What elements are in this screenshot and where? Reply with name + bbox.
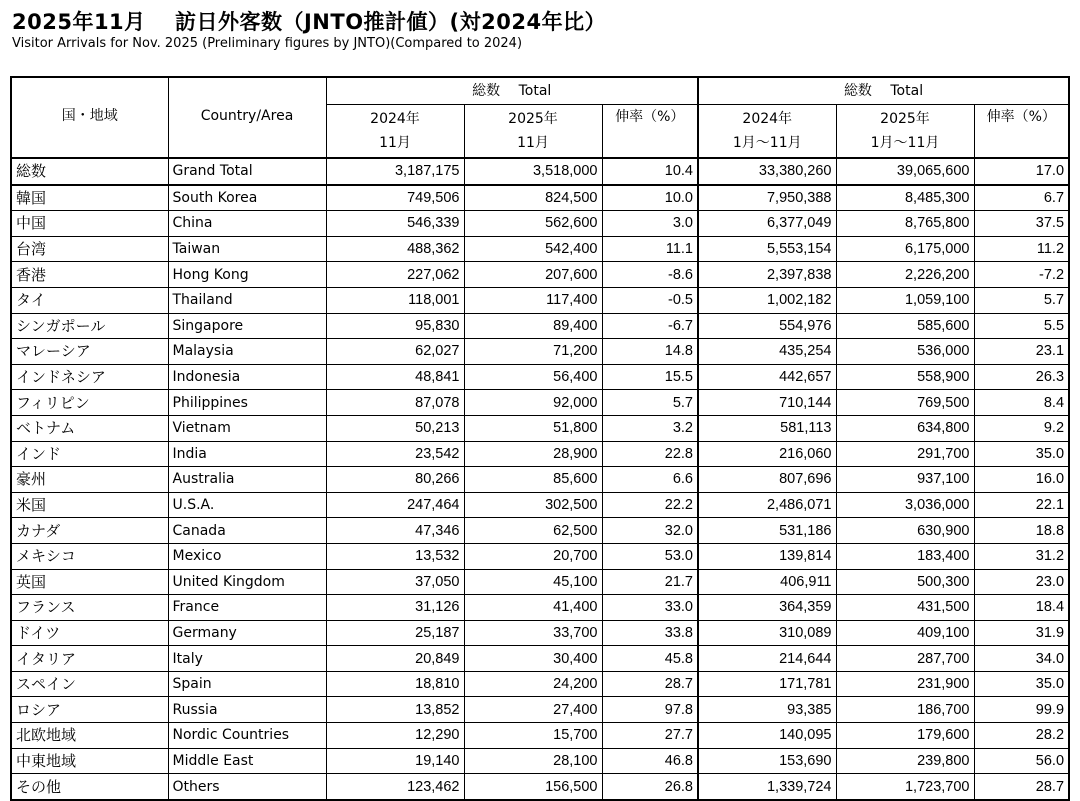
cell-ytd-2024: 33,380,260 <box>698 158 836 185</box>
cell-ytd-growth: 5.5 <box>974 313 1069 339</box>
cell-ytd-growth: 11.2 <box>974 236 1069 262</box>
cell-ytd-2024: 6,377,049 <box>698 211 836 237</box>
cell-ytd-2024: 214,644 <box>698 646 836 672</box>
cell-region-en: Germany <box>168 620 326 646</box>
cell-region-en: Taiwan <box>168 236 326 262</box>
cell-ytd-growth: 28.7 <box>974 774 1069 800</box>
cell-month-2025: 117,400 <box>464 287 602 313</box>
cell-month-2025: 45,100 <box>464 569 602 595</box>
table-body <box>11 158 1069 800</box>
cell-month-2025: 824,500 <box>464 185 602 211</box>
cell-region-en: Mexico <box>168 543 326 569</box>
table-row <box>11 748 1069 774</box>
cell-region-en: Malaysia <box>168 339 326 365</box>
cell-month-growth: 53.0 <box>602 543 698 569</box>
cell-month-2025: 3,518,000 <box>464 158 602 185</box>
cell-ytd-2024: 442,657 <box>698 364 836 390</box>
cell-ytd-2024: 310,089 <box>698 620 836 646</box>
cell-month-2024: 247,464 <box>326 492 464 518</box>
cell-region-en: Singapore <box>168 313 326 339</box>
cell-ytd-2025: 8,485,300 <box>836 185 974 211</box>
cell-ytd-2024: 554,976 <box>698 313 836 339</box>
cell-month-2025: 51,800 <box>464 415 602 441</box>
cell-ytd-growth: 23.1 <box>974 339 1069 365</box>
cell-ytd-2025: 1,723,700 <box>836 774 974 800</box>
cell-region-en: Hong Kong <box>168 262 326 288</box>
cell-month-2025: 71,200 <box>464 339 602 365</box>
cell-ytd-2024: 364,359 <box>698 595 836 621</box>
cell-ytd-growth: 26.3 <box>974 364 1069 390</box>
cell-region-jp: シンガポール <box>11 313 168 339</box>
table-row <box>11 543 1069 569</box>
table-row <box>11 236 1069 262</box>
cell-month-growth: 6.6 <box>602 467 698 493</box>
cell-ytd-2024: 2,397,838 <box>698 262 836 288</box>
cell-month-2024: 23,542 <box>326 441 464 467</box>
cell-region-en: Grand Total <box>168 158 326 185</box>
cell-ytd-2025: 3,036,000 <box>836 492 974 518</box>
cell-month-2024: 50,213 <box>326 415 464 441</box>
cell-month-2025: 33,700 <box>464 620 602 646</box>
cell-ytd-2024: 1,002,182 <box>698 287 836 313</box>
cell-region-jp: 総数 <box>11 158 168 185</box>
cell-region-en: Nordic Countries <box>168 723 326 749</box>
cell-month-2024: 227,062 <box>326 262 464 288</box>
cell-month-growth: 14.8 <box>602 339 698 365</box>
cell-month-2024: 47,346 <box>326 518 464 544</box>
header-ytd-2025 <box>836 105 974 159</box>
cell-month-2024: 13,852 <box>326 697 464 723</box>
cell-ytd-2025: 1,059,100 <box>836 287 974 313</box>
visitor-arrivals-table <box>10 76 1070 801</box>
cell-ytd-growth: 22.1 <box>974 492 1069 518</box>
cell-region-en: India <box>168 441 326 467</box>
cell-ytd-growth: 16.0 <box>974 467 1069 493</box>
cell-region-jp: 中東地域 <box>11 748 168 774</box>
cell-month-2024: 12,290 <box>326 723 464 749</box>
cell-ytd-growth: 23.0 <box>974 569 1069 595</box>
cell-month-growth: 15.5 <box>602 364 698 390</box>
cell-month-2025: 302,500 <box>464 492 602 518</box>
cell-ytd-2025: 409,100 <box>836 620 974 646</box>
table-row <box>11 467 1069 493</box>
cell-month-2025: 85,600 <box>464 467 602 493</box>
cell-region-en: U.S.A. <box>168 492 326 518</box>
cell-month-2025: 41,400 <box>464 595 602 621</box>
cell-ytd-2024: 581,113 <box>698 415 836 441</box>
cell-month-2024: 488,362 <box>326 236 464 262</box>
cell-month-2025: 542,400 <box>464 236 602 262</box>
cell-region-en: France <box>168 595 326 621</box>
table-row <box>11 390 1069 416</box>
cell-ytd-2024: 7,950,388 <box>698 185 836 211</box>
cell-month-growth: 11.1 <box>602 236 698 262</box>
header-ytd-2024 <box>698 105 836 159</box>
cell-region-en: Vietnam <box>168 415 326 441</box>
cell-region-jp: その他 <box>11 774 168 800</box>
cell-ytd-2025: 291,700 <box>836 441 974 467</box>
cell-ytd-2024: 807,696 <box>698 467 836 493</box>
page-title: 2025年11月 訪日外客数（JNTO推計値）(対2024年比） <box>12 10 607 34</box>
cell-month-2024: 80,266 <box>326 467 464 493</box>
header-month-2025-year: 2025年 <box>508 111 558 127</box>
header-group-month: 総数 Total <box>326 77 698 105</box>
cell-ytd-growth: 31.9 <box>974 620 1069 646</box>
cell-month-growth: 46.8 <box>602 748 698 774</box>
cell-region-en: Canada <box>168 518 326 544</box>
cell-ytd-growth: 31.2 <box>974 543 1069 569</box>
cell-ytd-growth: 35.0 <box>974 671 1069 697</box>
cell-ytd-2025: 536,000 <box>836 339 974 365</box>
header-month-2025-period: 11月 <box>517 135 549 151</box>
cell-ytd-growth: 18.8 <box>974 518 1069 544</box>
cell-ytd-2025: 239,800 <box>836 748 974 774</box>
cell-month-growth: 3.0 <box>602 211 698 237</box>
table-row <box>11 518 1069 544</box>
cell-month-growth: -6.7 <box>602 313 698 339</box>
table-row <box>11 262 1069 288</box>
cell-region-en: South Korea <box>168 185 326 211</box>
table-row <box>11 569 1069 595</box>
cell-region-jp: ロシア <box>11 697 168 723</box>
cell-region-jp: インド <box>11 441 168 467</box>
cell-ytd-2025: 6,175,000 <box>836 236 974 262</box>
cell-month-growth: 10.0 <box>602 185 698 211</box>
cell-month-2024: 123,462 <box>326 774 464 800</box>
cell-month-2025: 56,400 <box>464 364 602 390</box>
cell-ytd-growth: 18.4 <box>974 595 1069 621</box>
cell-ytd-2025: 769,500 <box>836 390 974 416</box>
header-ytd-2024-year: 2024年 <box>742 111 793 127</box>
cell-ytd-2025: 287,700 <box>836 646 974 672</box>
cell-month-2024: 87,078 <box>326 390 464 416</box>
cell-month-growth: -0.5 <box>602 287 698 313</box>
cell-month-2024: 18,810 <box>326 671 464 697</box>
cell-month-2025: 28,900 <box>464 441 602 467</box>
cell-region-jp: 香港 <box>11 262 168 288</box>
header-region-en: Country/Area <box>168 77 326 158</box>
cell-ytd-growth: 5.7 <box>974 287 1069 313</box>
header-month-2025 <box>464 105 602 159</box>
cell-month-2025: 20,700 <box>464 543 602 569</box>
cell-ytd-2024: 1,339,724 <box>698 774 836 800</box>
cell-ytd-2024: 140,095 <box>698 723 836 749</box>
cell-region-jp: インドネシア <box>11 364 168 390</box>
header-group-ytd: 総数 Total <box>698 77 1069 105</box>
cell-month-growth: 33.0 <box>602 595 698 621</box>
cell-ytd-2024: 531,186 <box>698 518 836 544</box>
cell-ytd-growth: -7.2 <box>974 262 1069 288</box>
table-row <box>11 492 1069 518</box>
cell-month-growth: -8.6 <box>602 262 698 288</box>
cell-month-growth: 3.2 <box>602 415 698 441</box>
cell-ytd-growth: 28.2 <box>974 723 1069 749</box>
cell-ytd-growth: 6.7 <box>974 185 1069 211</box>
cell-ytd-2025: 431,500 <box>836 595 974 621</box>
header-month-2024-period: 11月 <box>379 135 411 151</box>
cell-month-2024: 31,126 <box>326 595 464 621</box>
cell-region-jp: メキシコ <box>11 543 168 569</box>
cell-month-growth: 28.7 <box>602 671 698 697</box>
cell-month-growth: 97.8 <box>602 697 698 723</box>
cell-month-2025: 562,600 <box>464 211 602 237</box>
cell-ytd-2024: 5,553,154 <box>698 236 836 262</box>
cell-month-growth: 26.8 <box>602 774 698 800</box>
cell-ytd-2024: 406,911 <box>698 569 836 595</box>
cell-month-2024: 749,506 <box>326 185 464 211</box>
cell-ytd-2024: 216,060 <box>698 441 836 467</box>
cell-ytd-2024: 153,690 <box>698 748 836 774</box>
cell-month-growth: 22.2 <box>602 492 698 518</box>
cell-region-jp: カナダ <box>11 518 168 544</box>
cell-region-en: Middle East <box>168 748 326 774</box>
cell-month-2024: 118,001 <box>326 287 464 313</box>
cell-ytd-2024: 2,486,071 <box>698 492 836 518</box>
cell-region-jp: 台湾 <box>11 236 168 262</box>
cell-month-2025: 30,400 <box>464 646 602 672</box>
cell-region-jp: マレーシア <box>11 339 168 365</box>
cell-ytd-2025: 937,100 <box>836 467 974 493</box>
table-row <box>11 646 1069 672</box>
cell-region-jp: フィリピン <box>11 390 168 416</box>
cell-month-2025: 156,500 <box>464 774 602 800</box>
cell-ytd-growth: 17.0 <box>974 158 1069 185</box>
cell-region-en: Indonesia <box>168 364 326 390</box>
table-row <box>11 697 1069 723</box>
cell-ytd-2025: 39,065,600 <box>836 158 974 185</box>
cell-region-en: Others <box>168 774 326 800</box>
cell-ytd-2024: 139,814 <box>698 543 836 569</box>
table-row <box>11 364 1069 390</box>
cell-region-jp: フランス <box>11 595 168 621</box>
cell-region-jp: スペイン <box>11 671 168 697</box>
cell-month-2025: 62,500 <box>464 518 602 544</box>
cell-ytd-2025: 183,400 <box>836 543 974 569</box>
cell-region-jp: 米国 <box>11 492 168 518</box>
table-row-grand-total <box>11 158 1069 185</box>
cell-region-en: Italy <box>168 646 326 672</box>
table-row <box>11 723 1069 749</box>
cell-month-growth: 33.8 <box>602 620 698 646</box>
header-month-growth <box>602 105 698 159</box>
cell-month-2025: 207,600 <box>464 262 602 288</box>
page-subtitle: Visitor Arrivals for Nov. 2025 (Preliminary figures by JNTO)(Compared to 2024) <box>12 36 523 51</box>
cell-month-2024: 37,050 <box>326 569 464 595</box>
cell-month-growth: 27.7 <box>602 723 698 749</box>
table-row <box>11 671 1069 697</box>
header-month-2024 <box>326 105 464 159</box>
cell-region-jp: イタリア <box>11 646 168 672</box>
cell-ytd-growth: 56.0 <box>974 748 1069 774</box>
cell-ytd-2024: 435,254 <box>698 339 836 365</box>
cell-region-jp: 韓国 <box>11 185 168 211</box>
cell-region-jp: 豪州 <box>11 467 168 493</box>
cell-ytd-2025: 186,700 <box>836 697 974 723</box>
cell-ytd-growth: 37.5 <box>974 211 1069 237</box>
header-region-jp: 国・地域 <box>11 77 168 158</box>
cell-month-2025: 27,400 <box>464 697 602 723</box>
cell-ytd-2025: 8,765,800 <box>836 211 974 237</box>
table-row <box>11 415 1069 441</box>
cell-month-2024: 546,339 <box>326 211 464 237</box>
cell-month-growth: 32.0 <box>602 518 698 544</box>
header-ytd-2025-period: 1月～11月 <box>870 135 940 151</box>
cell-month-2025: 24,200 <box>464 671 602 697</box>
table-row <box>11 339 1069 365</box>
cell-ytd-2025: 2,226,200 <box>836 262 974 288</box>
table-row <box>11 287 1069 313</box>
cell-region-en: Philippines <box>168 390 326 416</box>
cell-ytd-growth: 8.4 <box>974 390 1069 416</box>
cell-ytd-2025: 500,300 <box>836 569 974 595</box>
cell-region-jp: タイ <box>11 287 168 313</box>
cell-ytd-2025: 231,900 <box>836 671 974 697</box>
header-month-growth-label: 伸率（%） <box>615 109 685 125</box>
header-month-2024-year: 2024年 <box>370 111 420 127</box>
cell-month-2025: 89,400 <box>464 313 602 339</box>
cell-month-2024: 25,187 <box>326 620 464 646</box>
cell-region-en: Spain <box>168 671 326 697</box>
cell-ytd-2025: 634,800 <box>836 415 974 441</box>
header-ytd-growth <box>974 105 1069 159</box>
cell-ytd-2024: 93,385 <box>698 697 836 723</box>
table-row <box>11 185 1069 211</box>
cell-ytd-2025: 585,600 <box>836 313 974 339</box>
cell-month-2024: 20,849 <box>326 646 464 672</box>
cell-ytd-2025: 558,900 <box>836 364 974 390</box>
header-ytd-growth-label: 伸率（%） <box>986 109 1056 125</box>
cell-ytd-2024: 710,144 <box>698 390 836 416</box>
cell-month-growth: 10.4 <box>602 158 698 185</box>
table-row <box>11 620 1069 646</box>
cell-ytd-growth: 9.2 <box>974 415 1069 441</box>
table-row <box>11 313 1069 339</box>
cell-ytd-2025: 630,900 <box>836 518 974 544</box>
cell-region-en: United Kingdom <box>168 569 326 595</box>
cell-month-2025: 92,000 <box>464 390 602 416</box>
cell-ytd-growth: 35.0 <box>974 441 1069 467</box>
cell-month-growth: 22.8 <box>602 441 698 467</box>
cell-region-en: Russia <box>168 697 326 723</box>
cell-month-2024: 95,830 <box>326 313 464 339</box>
cell-region-jp: 北欧地域 <box>11 723 168 749</box>
cell-month-2024: 13,532 <box>326 543 464 569</box>
header-ytd-2024-period: 1月～11月 <box>732 135 802 151</box>
cell-ytd-growth: 34.0 <box>974 646 1069 672</box>
cell-month-2024: 3,187,175 <box>326 158 464 185</box>
cell-ytd-2024: 171,781 <box>698 671 836 697</box>
table-row <box>11 211 1069 237</box>
cell-region-en: China <box>168 211 326 237</box>
cell-month-2024: 19,140 <box>326 748 464 774</box>
cell-month-growth: 21.7 <box>602 569 698 595</box>
cell-region-jp: ドイツ <box>11 620 168 646</box>
table-row <box>11 774 1069 800</box>
cell-month-growth: 45.8 <box>602 646 698 672</box>
header-ytd-2025-year: 2025年 <box>880 111 930 127</box>
cell-region-en: Thailand <box>168 287 326 313</box>
cell-month-2024: 48,841 <box>326 364 464 390</box>
table-row <box>11 441 1069 467</box>
cell-month-growth: 5.7 <box>602 390 698 416</box>
cell-month-2025: 15,700 <box>464 723 602 749</box>
cell-ytd-2025: 179,600 <box>836 723 974 749</box>
cell-region-jp: ベトナム <box>11 415 168 441</box>
cell-ytd-growth: 99.9 <box>974 697 1069 723</box>
table-row <box>11 595 1069 621</box>
cell-region-en: Australia <box>168 467 326 493</box>
cell-month-2024: 62,027 <box>326 339 464 365</box>
cell-region-jp: 英国 <box>11 569 168 595</box>
cell-region-jp: 中国 <box>11 211 168 237</box>
cell-month-2025: 28,100 <box>464 748 602 774</box>
